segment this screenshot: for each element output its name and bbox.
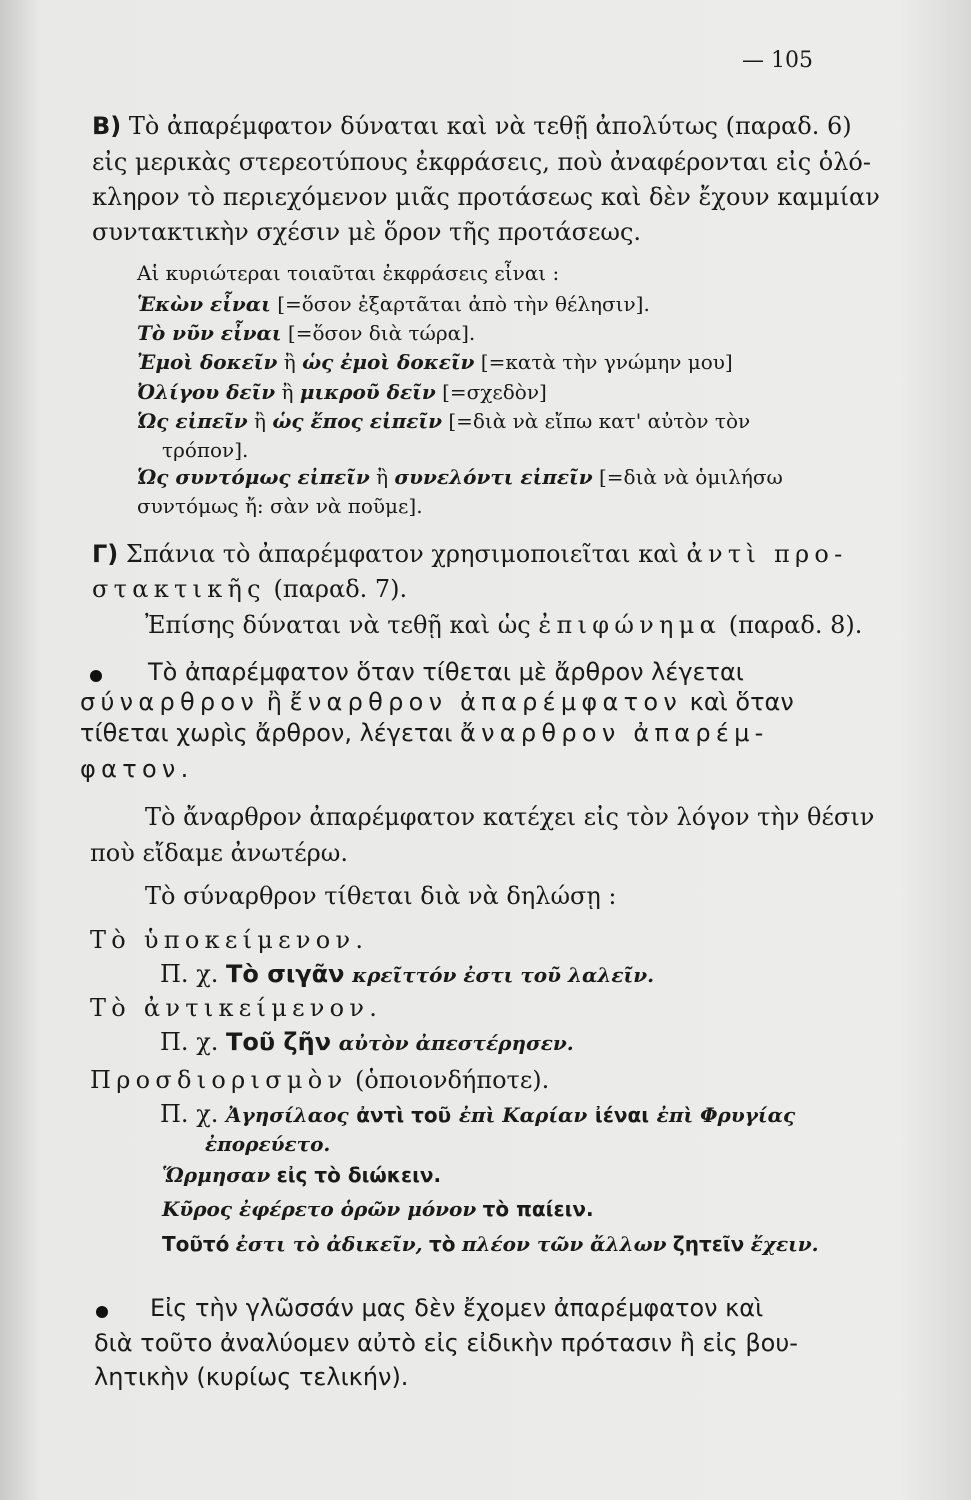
example-line <box>162 1232 819 1256</box>
expression-gloss: [=ὅσον διὰ τώρα]. <box>287 321 476 345</box>
example-bold: τὸ παίειν. <box>482 1197 594 1221</box>
expression-phrase: Τὸ νῦν εἶναι <box>137 321 282 345</box>
example-line <box>160 960 654 988</box>
expression-phrase-alt: ὡς ἐμοὶ δοκεῖν <box>302 350 475 374</box>
expression-gloss: [=διὰ νὰ ὁμιλήσω <box>598 465 783 489</box>
example-heading-paren: (ὁποιονδήποτε). <box>355 1066 550 1094</box>
example-italic: Ὥρμησαν <box>162 1163 271 1187</box>
example-line <box>162 1197 594 1221</box>
section-g-text: (παραδ. 7). <box>273 575 408 603</box>
note-1-or: ἢ <box>266 688 282 716</box>
term-synarthron: σύναρθρον <box>80 688 260 716</box>
body-paragraph-1-line-2: ποὺ εἴδαμε ἀνωτέρω. <box>90 839 348 867</box>
expression-or: ἢ <box>376 465 389 489</box>
section-g-line-2 <box>92 575 407 603</box>
note-2-line-3: λητικὴν (κυρίως τελικήν). <box>94 1363 409 1391</box>
example-heading-determiner <box>90 1066 549 1094</box>
expression-phrase-alt: συνελόντι εἰπεῖν <box>394 465 593 489</box>
section-g-text: Ἐπίσης δύναται νὰ τεθῇ καὶ ὡς <box>145 611 531 639</box>
term-enarthron: ἔναρθρον ἀπαρέμφατον <box>289 688 683 716</box>
example-bold: ἰέναι <box>594 1103 650 1127</box>
expression-or: ἢ <box>253 409 266 433</box>
example-italic: ἐπὶ Καρίαν <box>458 1103 588 1127</box>
expression-gloss: [=σχεδὸν] <box>442 380 547 404</box>
example-line <box>160 1100 795 1128</box>
expression-phrase-alt: ὡς ἔπος εἰπεῖν <box>272 409 442 433</box>
section-g-spaced: στακτικῆς <box>92 575 266 603</box>
note-1-line-3 <box>80 719 769 747</box>
body-paragraph-2: Τὸ σύναρθρον τίθεται διὰ νὰ δηλώσῃ : <box>145 882 617 910</box>
expression-phrase: Ὀλίγου δεῖν <box>137 380 276 404</box>
example-italic: πλέον τῶν ἄλλων <box>461 1232 667 1256</box>
example-italic: Κῦρος ἐφέρετο ὁρῶν μόνον <box>162 1197 477 1221</box>
example-label: Π. χ. <box>160 1100 219 1128</box>
example-bold: Τοῦτό <box>162 1232 230 1256</box>
example-bold: Τὸ σιγᾶν <box>226 960 345 988</box>
section-g-line-3 <box>145 611 862 639</box>
note-1-text: καὶ ὅταν <box>689 688 794 716</box>
note-1-line-1: Τὸ ἀπαρέμφατον ὅταν τίθεται μὲ ἄρθρον λέγεται <box>148 658 744 686</box>
example-heading-spaced: Προσδιορισμὸν <box>90 1066 348 1094</box>
term-anarthron: ἄναρθρον ἀπαρέμ- <box>459 719 769 747</box>
expression-item <box>137 321 475 345</box>
section-g-text: (παραδ. 8). <box>728 611 863 639</box>
body-paragraph-1-line-1: Τὸ ἄναρθρον ἀπαρέμφατον κατέχει εἰς τὸν λόγον τὴν θέσιν <box>145 803 875 831</box>
example-bold: τὸ <box>428 1232 456 1256</box>
example-italic: κρεῖττόν ἐστι τοῦ λαλεῖν. <box>352 963 655 987</box>
section-g-line-1 <box>92 540 848 568</box>
expression-item <box>137 380 547 404</box>
example-italic: ἔχειν. <box>750 1232 819 1256</box>
example-bold: εἰς τὸ διώκειν. <box>276 1163 442 1187</box>
expression-or: ἢ <box>283 350 296 374</box>
note-1-text: τίθεται χωρὶς ἄρθρον, λέγεται <box>80 719 453 747</box>
section-b-line-4: συντακτικὴν σχέσιν μὲ ὅρον τῆς προτάσεως. <box>92 218 642 246</box>
expression-item <box>137 465 783 489</box>
expression-gloss-cont: συντόμως ἤ: σὰν νὰ ποῦμε]. <box>137 494 423 518</box>
expression-gloss-cont: τρόπον]. <box>162 438 249 462</box>
example-italic: ἐστι τὸ ἀδικεῖν, <box>235 1232 423 1256</box>
example-label: Π. χ. <box>160 960 219 988</box>
example-italic: ἐπὶ Φρυγίας <box>656 1103 796 1127</box>
expression-phrase: Ἑκὼν εἶναι <box>137 292 271 316</box>
expression-phrase: Ὡς εἰπεῖν <box>137 409 248 433</box>
section-b-line-1 <box>92 112 852 140</box>
expression-item <box>137 409 750 433</box>
note-1-line-4 <box>80 755 194 783</box>
section-g-spaced: ἀντὶ προ- <box>686 540 848 568</box>
expression-item <box>137 350 733 374</box>
example-label: Π. χ. <box>160 1028 219 1056</box>
example-italic: αὐτὸν ἀπεστέρησεν. <box>338 1031 574 1055</box>
example-line <box>160 1028 574 1056</box>
expression-gloss: [=διὰ νὰ εἴπω κατ' αὐτὸν τὸν <box>448 409 751 433</box>
expression-phrase: Ὡς συντόμως εἰπεῖν <box>137 465 370 489</box>
example-line <box>162 1163 441 1187</box>
note-2-line-1: Εἰς τὴν γλῶσσάν μας δὲν ἔχομεν ἀπαρέμφατον καὶ <box>150 1294 764 1322</box>
example-bold: Τοῦ ζῆν <box>226 1028 332 1056</box>
example-bold: ζητεῖν <box>672 1232 745 1256</box>
term-anarthron-end: φατον. <box>80 755 194 783</box>
expression-phrase: Ἐμοὶ δοκεῖν <box>137 350 278 374</box>
expression-item <box>137 292 650 316</box>
note-1-line-2 <box>80 688 794 716</box>
bullet-icon <box>90 670 102 682</box>
bullet-icon <box>96 1306 108 1318</box>
section-b-line-2: εἰς μερικὰς στερεοτύπους ἐκφράσεις, ποὺ ἀναφέρονται εἰς ὁλό- <box>92 148 871 176</box>
example-line-cont: ἐπορεύετο. <box>205 1132 331 1156</box>
section-g-text: Σπάνια τὸ ἀπαρέμφατον χρησιμοποιεῖται καὶ <box>125 540 679 568</box>
note-2-line-2: διὰ τοῦτο ἀναλύομεν αὐτὸ εἰς εἰδικὴν πρότασιν ἢ εἰς βου- <box>94 1329 798 1357</box>
section-b-line-3: κληρον τὸ περιεχόμενον μιᾶς προτάσεως καὶ δὲν ἔχουν καμμίαν <box>92 183 880 211</box>
expression-phrase-alt: μικροῦ δεῖν <box>299 380 436 404</box>
section-b-label: Β) <box>92 112 122 140</box>
example-heading-subject: Τὸ ὑποκείμενον. <box>90 926 369 954</box>
section-g-label: Γ) <box>92 540 119 568</box>
expression-gloss: [=ὅσον ἐξαρτᾶται ἀπὸ τὴν θέλησιν]. <box>277 292 650 316</box>
section-g-spaced: ἐπιφώνημα <box>538 611 722 639</box>
expressions-intro: Αἱ κυριώτεραι τοιαῦται ἐκφράσεις εἶναι : <box>137 261 560 285</box>
section-b-text: Τὸ ἀπαρέμφατον δύναται καὶ νὰ τεθῇ ἀπολύτως (παραδ. 6) <box>128 112 852 140</box>
example-heading-object: Τὸ ἀντικείμενον. <box>90 994 383 1022</box>
expression-gloss: [=κατὰ τὴν γνώμην μου] <box>480 350 733 374</box>
example-italic: Ἀγησίλαος <box>226 1103 349 1127</box>
page-number: — 105 <box>742 48 813 73</box>
expression-or: ἢ <box>281 380 294 404</box>
example-bold: ἀντὶ τοῦ <box>356 1103 452 1127</box>
